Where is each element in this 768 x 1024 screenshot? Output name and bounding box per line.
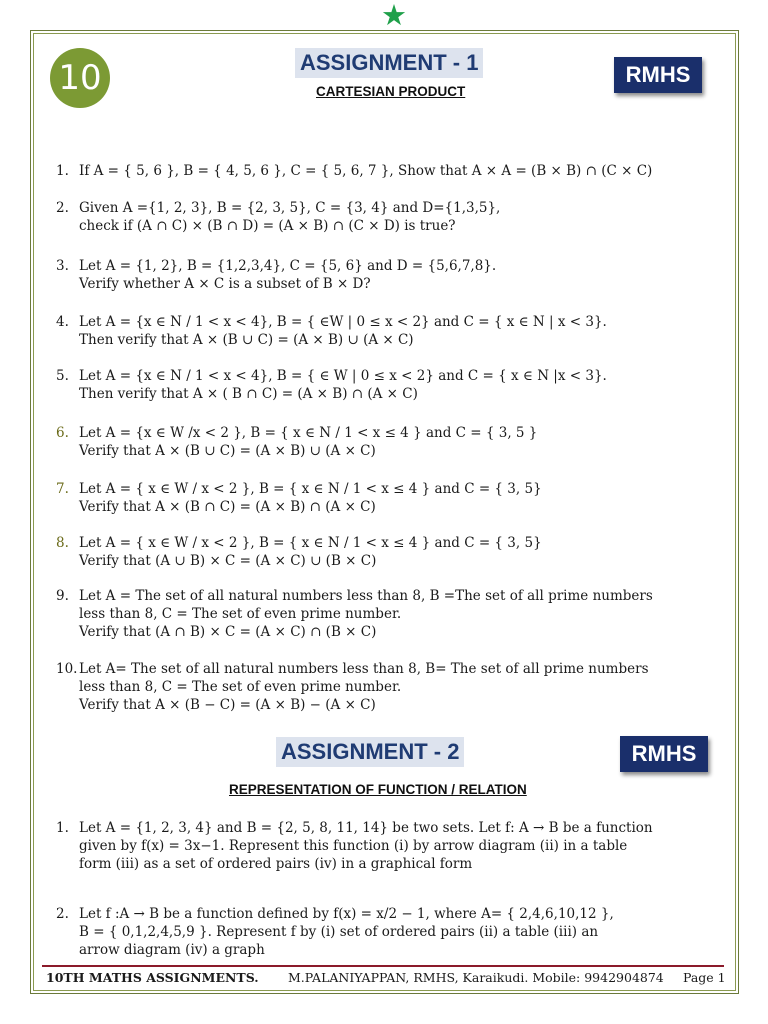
question-number: 8. (56, 535, 69, 551)
footer-divider (42, 965, 724, 967)
question-item (56, 587, 716, 641)
question-text: Let A = {x ∈ N / 1 < x < 4}, B = { ∈W | 0 ≤ x < 2} and C = { x ∈ N | x < 3}. Then verify that A × (B ∪ C) = (A × B) ∪ (A × C) (79, 314, 607, 348)
question-item (56, 819, 716, 873)
rmhs-logo-2: RMHS (620, 736, 708, 772)
question-text: Let A = {1, 2}, B = {1,2,3,4}, C = {5, 6} and D = {5,6,7,8}. Verify whether A × C is a subset of B × D? (79, 258, 497, 292)
question-number: 4. (56, 314, 69, 330)
question-text: Let A= The set of all natural numbers less than 8, B= The set of all prime numbers less than 8, C = The set of even prime number. Verify that A × (B − C) = (A × B) − (A × C) (79, 661, 649, 713)
question-text: Let A = {1, 2, 3, 4} and B = {2, 5, 8, 11, 14} be two sets. Let f: A → B be a function given by f(x) = 3x−1. Represent this function (i) by arrow diagram (ii) in a table form (iii) as a set of ordered pairs (iv) in a graphical form (79, 820, 653, 872)
question-number: 1. (56, 163, 69, 179)
question-text: Let A = {x ∈ W /x < 2 }, B = { x ∈ N / 1 < x ≤ 4 } and C = { 3, 5 } Verify that A × (B ∪ C) = (A × B) ∪ (A × C) (79, 425, 538, 459)
footer-author: M.PALANIYAPPAN, RMHS, Karaikudi. Mobile: 9942904874 (288, 970, 664, 985)
question-number: 1. (56, 820, 69, 836)
question-item (56, 905, 716, 959)
assignment-1-subtitle: CARTESIAN PRODUCT (316, 84, 466, 99)
question-number: 10. (56, 661, 78, 677)
question-item (56, 313, 716, 349)
question-item (56, 162, 716, 180)
footer-course: 10TH MATHS ASSIGNMENTS. (46, 970, 259, 985)
question-number: 3. (56, 258, 69, 274)
rmhs-logo: RMHS (614, 57, 702, 93)
question-item (56, 660, 716, 714)
question-text: Let A = The set of all natural numbers less than 8, B =The set of all prime numbers less than 8, C = The set of even prime number. Verify that (A ∩ B) × C = (A × C) ∩ (B × C) (79, 588, 653, 640)
question-text: Let A = { x ∈ W / x < 2 }, B = { x ∈ N / 1 < x ≤ 4 } and C = { 3, 5} Verify that A × (B ∩ C) = (A × B) ∩ (A × C) (79, 481, 542, 515)
star-icon: ★ (381, 0, 407, 32)
question-text: If A = { 5, 6 }, B = { 4, 5, 6 }, C = { 5, 6, 7 }, Show that A × A = (B × B) ∩ (C × C) (79, 163, 653, 179)
question-number: 2. (56, 906, 69, 922)
question-number: 5. (56, 368, 69, 384)
question-text: Given A ={1, 2, 3}, B = {2, 3, 5}, C = {3, 4} and D={1,3,5}, check if (A ∩ C) × (B ∩ D) = (A × B) ∩ (C × D) is true? (79, 200, 501, 234)
assignment-1-title: ASSIGNMENT - 1 (295, 48, 483, 78)
question-item (56, 199, 716, 235)
question-number: 2. (56, 200, 69, 216)
assignment-2-subtitle: REPRESENTATION OF FUNCTION / RELATION (229, 782, 527, 797)
question-item (56, 257, 716, 293)
question-number: 9. (56, 588, 69, 604)
question-item (56, 534, 716, 570)
class-badge: 10 (50, 48, 110, 108)
question-item (56, 480, 716, 516)
question-text: Let f :A → B be a function defined by f(x) = x/2 − 1, where A= { 2,4,6,10,12 }, B = { 0,1,2,4,5,9 }. Represent f by (i) set of ordered pairs (ii) a table (iii) an arrow diagram (iv) a graph (79, 906, 614, 958)
footer-page-number: Page 1 (683, 970, 726, 985)
question-text: Let A = {x ∈ N / 1 < x < 4}, B = { ∈ W | 0 ≤ x < 2} and C = { x ∈ N |x < 3}. Then verify that A × ( B ∩ C) = (A × B) ∩ (A × C) (79, 368, 607, 402)
question-item (56, 367, 716, 403)
question-text: Let A = { x ∈ W / x < 2 }, B = { x ∈ N / 1 < x ≤ 4 } and C = { 3, 5} Verify that (A ∪ B) × C = (A × C) ∪ (B × C) (79, 535, 542, 569)
question-item (56, 424, 716, 460)
question-number: 7. (56, 481, 69, 497)
assignment-2-title: ASSIGNMENT - 2 (276, 737, 464, 767)
question-number: 6. (56, 425, 69, 441)
